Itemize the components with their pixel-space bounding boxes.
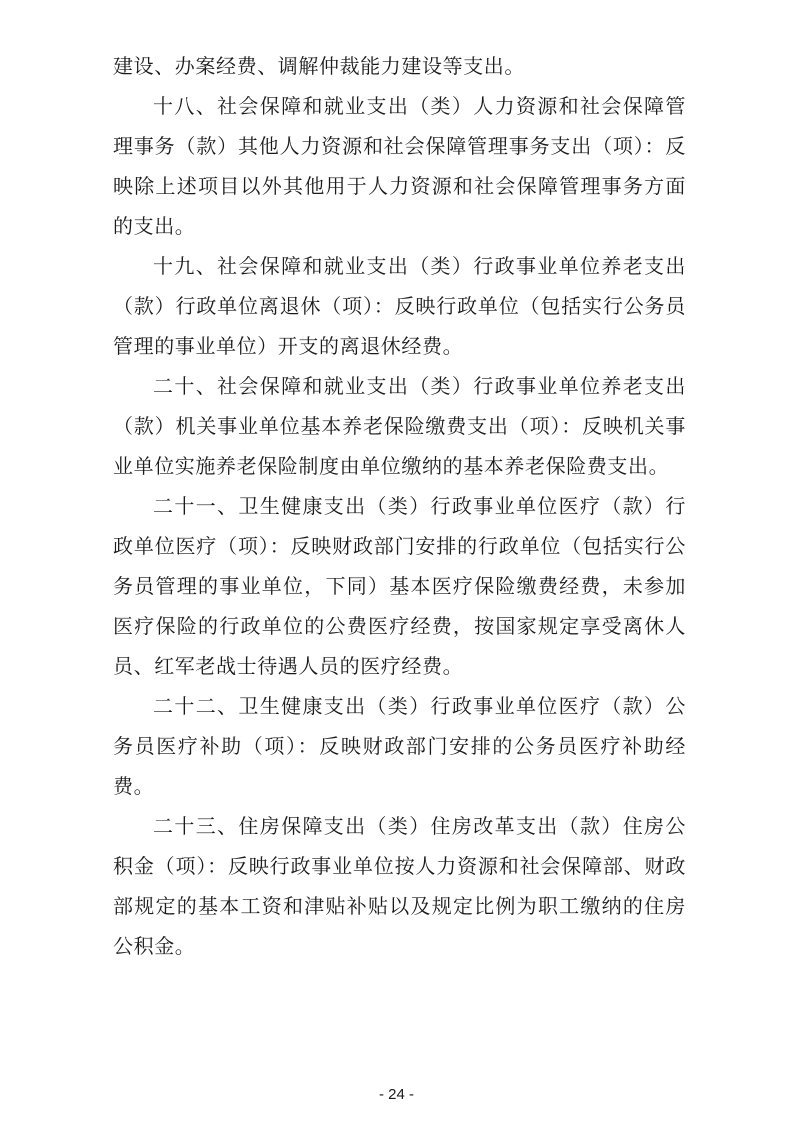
paragraph-item-22: 二十二、卫生健康支出（类）行政事业单位医疗（款）公务员医疗补助（项）：反映财政部门安排的公务员医疗补助经费。 [113, 696, 686, 798]
paragraph-item-18: 十八、社会保障和就业支出（类）人力资源和社会保障管理事务（款）其他人力资源和社会保障管理事务支出（项）：反映除上述项目以外其他用于人力资源和社会保障管理事务方面的支出。 [113, 96, 686, 238]
paragraph-item-20: 二十、社会保障和就业支出（类）行政事业单位养老支出（款）机关事业单位基本养老保险缴费支出（项）：反映机关事业单位实施养老保险制度由单位缴纳的基本养老保险费支出。 [113, 376, 686, 478]
paragraph-item-21: 二十一、卫生健康支出（类）行政事业单位医疗（款）行政单位医疗（项）：反映财政部门安排的行政单位（包括实行公务员管理的事业单位，下同）基本医疗保险缴费经费，未参加医疗保险的行政单位的公费医疗经费，按国家规定享受离休人员、红军老战士待遇人员的医疗经费。 [113, 496, 686, 678]
paragraph-item-19: 十九、社会保障和就业支出（类）行政事业单位养老支出（款）行政单位离退休（项）：反映行政单位（包括实行公务员管理的事业单位）开支的离退休经费。 [113, 256, 686, 358]
page-number: - 24 - [378, 1086, 414, 1103]
document-body [113, 47, 686, 967]
paragraph-continuation: 建设、办案经费、调解仲裁能力建设等支出。 [113, 56, 525, 78]
paragraph-item-23: 二十三、住房保障支出（类）住房改革支出（款）住房公积金（项）：反映行政事业单位按人力资源和社会保障部、财政部规定的基本工资和津贴补贴以及规定比例为职工缴纳的住房公积金。 [113, 816, 686, 958]
